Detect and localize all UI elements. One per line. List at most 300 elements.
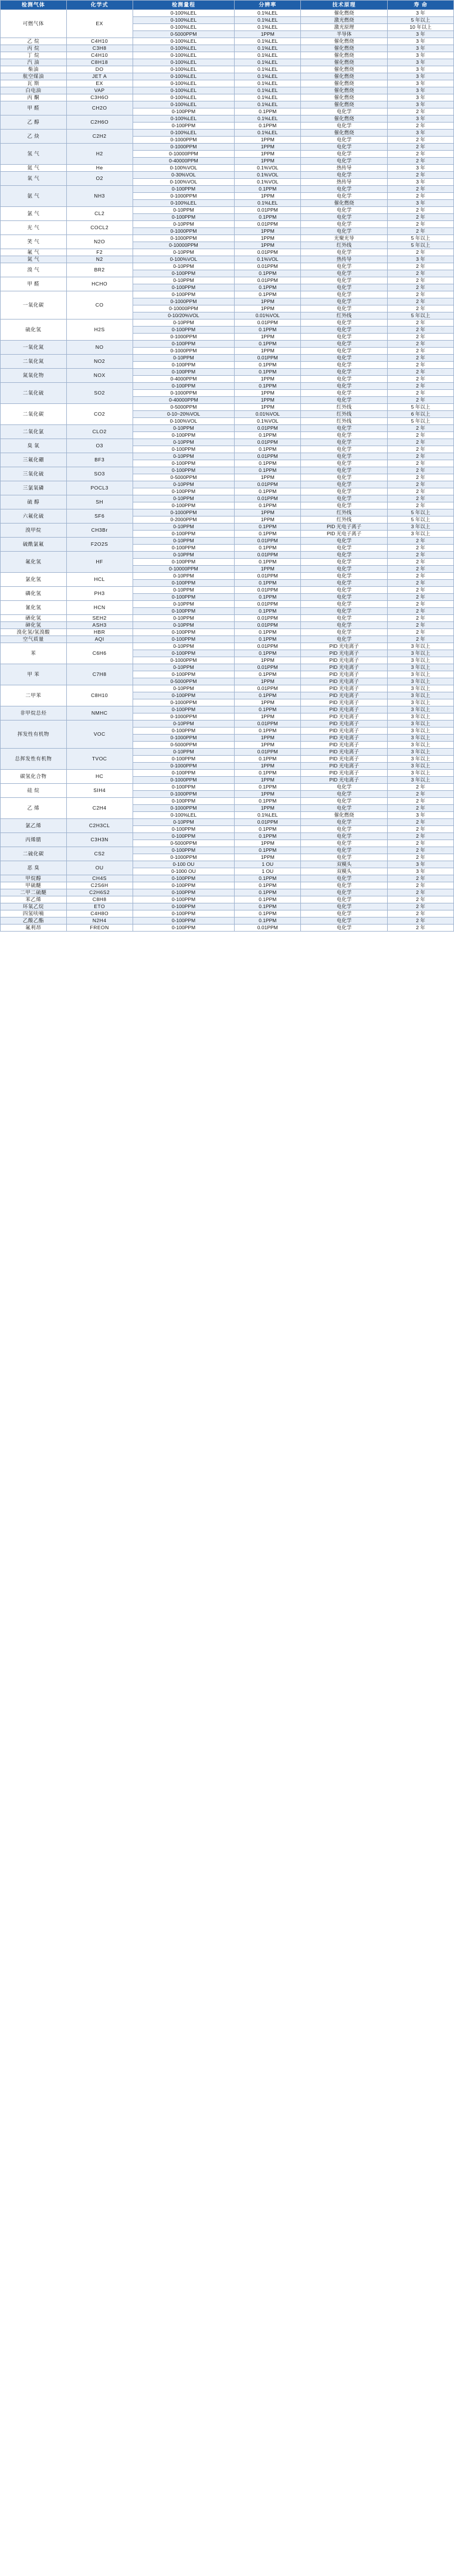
cell-life: 2 年	[388, 144, 454, 151]
cell-technology: 电化学	[301, 826, 388, 833]
cell-life: 2 年	[388, 601, 454, 608]
cell-life: 2 年	[388, 277, 454, 284]
cell-range: 0-100PPM	[133, 327, 235, 334]
cell-formula: BR2	[66, 263, 133, 277]
cell-life: 2 年	[388, 826, 454, 833]
cell-technology: 电化学	[301, 805, 388, 812]
cell-range: 0-100%LEL	[133, 115, 235, 123]
cell-resolution: 0.1PPM	[235, 460, 301, 467]
cell-resolution: 0.1%VOL	[235, 179, 301, 186]
cell-life: 3 年	[388, 52, 454, 59]
table-row	[1, 706, 454, 713]
cell-life: 2 年	[388, 566, 454, 573]
cell-technology: 催化燃烧	[301, 101, 388, 108]
cell-gas-name: 汽 油	[1, 59, 67, 66]
cell-technology: PID 光电子离子	[301, 524, 388, 531]
cell-life: 3 年以上	[388, 678, 454, 685]
cell-life: 2 年	[388, 875, 454, 882]
cell-range: 0-1000PPM	[133, 777, 235, 784]
cell-gas-name: 乙 醇	[1, 115, 67, 130]
cell-life: 2 年	[388, 594, 454, 601]
cell-technology: PID 光电离子	[301, 770, 388, 777]
cell-resolution: 1PPM	[235, 678, 301, 685]
cell-gas-name: 二氧化碳	[1, 404, 67, 425]
cell-resolution: 0.1PPM	[235, 446, 301, 453]
col-header-formula: 化学式	[66, 1, 133, 10]
cell-range: 0-10PPM	[133, 721, 235, 728]
cell-resolution: 0.01PPM	[235, 749, 301, 756]
cell-formula: HF	[66, 552, 133, 573]
cell-resolution: 0.1PPM	[235, 502, 301, 509]
cell-life: 3 年以上	[388, 692, 454, 699]
cell-technology: 电化学	[301, 502, 388, 509]
table-row	[1, 277, 454, 284]
cell-resolution: 0.1%LEL	[235, 52, 301, 59]
cell-formula: ASH3	[66, 622, 133, 629]
cell-resolution: 0.01PPM	[235, 538, 301, 545]
cell-life: 2 年	[388, 334, 454, 341]
cell-life: 2 年	[388, 467, 454, 474]
table-row	[1, 425, 454, 432]
cell-resolution: 0.1%LEL	[235, 80, 301, 87]
cell-life: 3 年以上	[388, 713, 454, 721]
cell-range: 0-1000PPM	[133, 805, 235, 812]
cell-life: 2 年	[388, 355, 454, 362]
cell-range: 0-10PPM	[133, 221, 235, 228]
cell-resolution: 1 OU	[235, 861, 301, 868]
table-row	[1, 875, 454, 882]
cell-technology: 电化学	[301, 636, 388, 643]
cell-gas-name: 硒化氢	[1, 615, 67, 622]
cell-life: 3 年以上	[388, 763, 454, 770]
table-row	[1, 66, 454, 73]
cell-range: 0-1000PPM	[133, 509, 235, 516]
table-row	[1, 130, 454, 137]
cell-technology: 红外线	[301, 418, 388, 425]
cell-range: 0-100PPM	[133, 467, 235, 474]
cell-resolution: 1PPM	[235, 657, 301, 664]
cell-technology: 电化学	[301, 270, 388, 277]
cell-gas-name: 笑 气	[1, 235, 67, 249]
cell-formula: C8H18	[66, 59, 133, 66]
cell-life: 2 年	[388, 186, 454, 193]
cell-range: 0-1000PPM	[133, 334, 235, 341]
cell-life: 3 年	[388, 73, 454, 80]
table-row	[1, 917, 454, 925]
cell-range: 0-100PPM	[133, 784, 235, 791]
cell-resolution: 0.01PPM	[235, 552, 301, 559]
cell-life: 3 年	[388, 59, 454, 66]
table-row	[1, 73, 454, 80]
cell-resolution: 0.1%VOL	[235, 418, 301, 425]
col-header-gas: 检测气体	[1, 1, 67, 10]
cell-technology: 电化学	[301, 291, 388, 298]
cell-life: 2 年	[388, 854, 454, 861]
cell-gas-name: 氯 气	[1, 207, 67, 221]
table-row	[1, 749, 454, 756]
cell-technology: PID 光电离子	[301, 657, 388, 664]
cell-gas-name: 乙酸乙酯	[1, 917, 67, 925]
cell-technology: 激光原理	[301, 24, 388, 31]
cell-gas-name: 丙 酮	[1, 94, 67, 101]
cell-range: 0-100%LEL	[133, 101, 235, 108]
table-row	[1, 115, 454, 123]
cell-resolution: 0.01PPM	[235, 320, 301, 327]
cell-life: 2 年	[388, 538, 454, 545]
cell-technology: 红外线	[301, 411, 388, 418]
cell-range: 0-100%LEL	[133, 24, 235, 31]
table-row	[1, 615, 454, 622]
cell-formula: VOC	[66, 721, 133, 749]
cell-resolution: 0.1PPM	[235, 882, 301, 889]
cell-range: 0-100%LEL	[133, 94, 235, 101]
cell-resolution: 0.1PPM	[235, 889, 301, 896]
cell-technology: 电化学	[301, 221, 388, 228]
cell-formula: HCHO	[66, 277, 133, 291]
cell-technology: 红外线	[301, 404, 388, 411]
cell-life: 2 年	[388, 327, 454, 334]
cell-resolution: 1PPM	[235, 854, 301, 861]
cell-range: 0-10PPM	[133, 622, 235, 629]
cell-technology: 电化学	[301, 819, 388, 826]
cell-resolution: 1PPM	[235, 566, 301, 573]
cell-life: 3 年以上	[388, 756, 454, 763]
cell-resolution: 0.1PPM	[235, 608, 301, 615]
cell-gas-name: 砷化氢	[1, 622, 67, 629]
cell-life: 2 年	[388, 791, 454, 798]
table-row	[1, 524, 454, 531]
table-row	[1, 320, 454, 327]
cell-technology: 电化学	[301, 784, 388, 791]
cell-formula: C8H10	[66, 685, 133, 706]
cell-resolution: 1PPM	[235, 376, 301, 383]
cell-life: 2 年	[388, 320, 454, 327]
cell-resolution: 0.1%VOL	[235, 165, 301, 172]
cell-gas-name: 恶 臭	[1, 861, 67, 875]
table-row	[1, 52, 454, 59]
table-row	[1, 38, 454, 45]
cell-life: 2 年	[388, 172, 454, 179]
cell-gas-name: 氟利昂	[1, 925, 67, 932]
cell-range: 0-100%LEL	[133, 130, 235, 137]
cell-gas-name: 丁 烷	[1, 52, 67, 59]
cell-resolution: 1 OU	[235, 868, 301, 875]
cell-range: 0-10PPM	[133, 481, 235, 488]
table-row	[1, 453, 454, 460]
cell-gas-name: 航空煤油	[1, 73, 67, 80]
cell-range: 0-10PPM	[133, 587, 235, 594]
cell-range: 0-100%VOL	[133, 418, 235, 425]
cell-life: 2 年	[388, 446, 454, 453]
cell-life: 3 年	[388, 868, 454, 875]
cell-resolution: 1PPM	[235, 235, 301, 242]
col-header-resolution: 分辨率	[235, 1, 301, 10]
table-row	[1, 186, 454, 193]
cell-gas-name: 氧 气	[1, 172, 67, 186]
cell-resolution: 0.1PPM	[235, 728, 301, 735]
cell-resolution: 0.1PPM	[235, 214, 301, 221]
cell-resolution: 1PPM	[235, 763, 301, 770]
cell-life: 2 年	[388, 495, 454, 502]
cell-technology: 电化学	[301, 925, 388, 932]
cell-formula: DO	[66, 66, 133, 73]
cell-range: 0-100PPM	[133, 214, 235, 221]
cell-technology: 电化学	[301, 362, 388, 369]
cell-gas-name: 氮氧化物	[1, 369, 67, 383]
cell-range: 0-1000PPM	[133, 713, 235, 721]
cell-formula: CH4S	[66, 875, 133, 882]
cell-gas-name: 氟 气	[1, 249, 67, 256]
cell-technology: 红外线	[301, 516, 388, 524]
cell-formula: C3H6O	[66, 94, 133, 101]
cell-technology: 催化燃烧	[301, 66, 388, 73]
cell-technology: 电化学	[301, 488, 388, 495]
cell-resolution: 0.1PPM	[235, 362, 301, 369]
cell-resolution: 0.01PPM	[235, 221, 301, 228]
cell-range: 0-1000PPM	[133, 791, 235, 798]
cell-formula: TVOC	[66, 749, 133, 770]
cell-resolution: 1PPM	[235, 31, 301, 38]
cell-technology: 电化学	[301, 481, 388, 488]
cell-range: 0-100PPM	[133, 889, 235, 896]
cell-range: 0-10PPM	[133, 355, 235, 362]
cell-resolution: 0.1PPM	[235, 706, 301, 713]
cell-range: 0-40000PPM	[133, 397, 235, 404]
cell-formula: NMHC	[66, 706, 133, 721]
cell-gas-name: 甲 醛	[1, 277, 67, 291]
cell-gas-name: 氨 气	[1, 186, 67, 207]
cell-formula: SH	[66, 495, 133, 509]
cell-range: 0-100PPM	[133, 833, 235, 840]
cell-gas-name: 苯乙烯	[1, 896, 67, 903]
cell-technology: 电化学	[301, 298, 388, 305]
cell-range: 0-30%VOL	[133, 172, 235, 179]
cell-range: 0-100PPM	[133, 847, 235, 854]
cell-life: 2 年	[388, 348, 454, 355]
cell-life: 2 年	[388, 151, 454, 158]
cell-life: 2 年	[388, 291, 454, 298]
cell-life: 2 年	[388, 193, 454, 200]
cell-resolution: 0.1%LEL	[235, 87, 301, 94]
cell-gas-name: 挥发性有机物	[1, 721, 67, 749]
cell-formula: He	[66, 165, 133, 172]
cell-life: 3 年以上	[388, 650, 454, 657]
cell-resolution: 0.1%LEL	[235, 73, 301, 80]
cell-technology: 催化燃烧	[301, 73, 388, 80]
cell-life: 2 年	[388, 298, 454, 305]
cell-life: 2 年	[388, 896, 454, 903]
cell-life: 3 年以上	[388, 728, 454, 735]
table-row	[1, 721, 454, 728]
cell-technology: 电化学	[301, 123, 388, 130]
cell-range: 0-100PPM	[133, 826, 235, 833]
cell-range: 0-10PPM	[133, 207, 235, 214]
cell-technology: 双模头	[301, 868, 388, 875]
cell-gas-name: 四氢呋喃	[1, 910, 67, 917]
cell-life: 2 年	[388, 397, 454, 404]
cell-resolution: 0.1PPM	[235, 545, 301, 552]
table-row	[1, 467, 454, 474]
cell-life: 3 年以上	[388, 777, 454, 784]
cell-formula: C4H10	[66, 52, 133, 59]
cell-range: 0-100PPM	[133, 531, 235, 538]
cell-life: 2 年	[388, 889, 454, 896]
table-header-row	[1, 1, 454, 10]
cell-formula: NO2	[66, 355, 133, 369]
cell-technology: 电化学	[301, 545, 388, 552]
cell-technology: 电化学	[301, 144, 388, 151]
col-header-life: 寿 命	[388, 1, 454, 10]
cell-technology: 热传导	[301, 256, 388, 263]
cell-resolution: 0.01PPM	[235, 249, 301, 256]
cell-range: 0-5000PPM	[133, 678, 235, 685]
cell-resolution: 0.01PPM	[235, 425, 301, 432]
cell-range: 0-100PPM	[133, 460, 235, 467]
cell-formula: ETO	[66, 903, 133, 910]
cell-range: 0-100PPM	[133, 291, 235, 298]
cell-technology: 电化学	[301, 108, 388, 115]
cell-life: 2 年	[388, 587, 454, 594]
cell-range: 0-100PPM	[133, 875, 235, 882]
cell-formula: SO2	[66, 383, 133, 404]
cell-range: 0-10PPM	[133, 453, 235, 460]
cell-life: 2 年	[388, 390, 454, 397]
cell-resolution: 0.01PPM	[235, 439, 301, 446]
cell-resolution: 0.1PPM	[235, 756, 301, 763]
cell-life: 2 年	[388, 798, 454, 805]
cell-resolution: 0.1PPM	[235, 580, 301, 587]
cell-life: 2 年	[388, 383, 454, 390]
table-row	[1, 601, 454, 608]
cell-range: 0-5000PPM	[133, 840, 235, 847]
cell-resolution: 0.01PPM	[235, 453, 301, 460]
cell-life: 10 年以上	[388, 24, 454, 31]
cell-range: 0-100PPM	[133, 925, 235, 932]
cell-range: 0-100PPM	[133, 770, 235, 777]
cell-technology: 电化学	[301, 587, 388, 594]
cell-range: 0-1000PPM	[133, 193, 235, 200]
cell-resolution: 0.1PPM	[235, 875, 301, 882]
cell-range: 0-100PPM	[133, 488, 235, 495]
cell-gas-name: 一氧化碳	[1, 291, 67, 320]
cell-technology: PID 光电离子	[301, 643, 388, 650]
cell-gas-name: 氯化氢	[1, 573, 67, 587]
cell-gas-name: 二甲二硫醚	[1, 889, 67, 896]
cell-gas-name: 二氧化硫	[1, 383, 67, 404]
cell-gas-name: 丙 烷	[1, 45, 67, 52]
cell-range: 0-10PPM	[133, 615, 235, 622]
cell-range: 0-100 OU	[133, 861, 235, 868]
cell-technology: 电化学	[301, 559, 388, 566]
cell-range: 0-100%LEL	[133, 59, 235, 66]
cell-life: 3 年	[388, 165, 454, 172]
cell-gas-name: 白电油	[1, 87, 67, 94]
table-row	[1, 629, 454, 636]
cell-life: 2 年	[388, 573, 454, 580]
cell-life: 3 年以上	[388, 685, 454, 692]
cell-range: 0-10000PPM	[133, 566, 235, 573]
cell-technology: 红外线	[301, 312, 388, 320]
cell-range: 0-1000PPM	[133, 137, 235, 144]
cell-resolution: 0.1%LEL	[235, 59, 301, 66]
cell-resolution: 0.1%LEL	[235, 10, 301, 17]
cell-life: 3 年	[388, 31, 454, 38]
cell-formula: CO2	[66, 404, 133, 425]
cell-resolution: 1PPM	[235, 735, 301, 742]
cell-range: 0-100PPM	[133, 123, 235, 130]
cell-range: 0-100PPM	[133, 706, 235, 713]
cell-resolution: 0.1%LEL	[235, 200, 301, 207]
cell-resolution: 0.01PPM	[235, 207, 301, 214]
cell-life: 3 年以上	[388, 671, 454, 678]
cell-formula: SF6	[66, 509, 133, 524]
cell-life: 3 年以上	[388, 735, 454, 742]
cell-resolution: 0.1PPM	[235, 917, 301, 925]
cell-technology: 电化学	[301, 327, 388, 334]
cell-formula: CL2	[66, 207, 133, 221]
cell-life: 3 年	[388, 861, 454, 868]
cell-resolution: 1PPM	[235, 713, 301, 721]
cell-technology: 电化学	[301, 397, 388, 404]
cell-resolution: 0.1PPM	[235, 284, 301, 291]
cell-technology: PID 光电离子	[301, 685, 388, 692]
cell-gas-name: 臭 氧	[1, 439, 67, 453]
cell-range: 0-5000PPM	[133, 742, 235, 749]
cell-formula: N2	[66, 256, 133, 263]
cell-technology: 电化学	[301, 348, 388, 355]
table-row	[1, 249, 454, 256]
cell-life: 2 年	[388, 263, 454, 270]
cell-technology: 电化学	[301, 889, 388, 896]
cell-gas-name: 硫酰氯氟	[1, 538, 67, 552]
cell-technology: 电化学	[301, 207, 388, 214]
cell-resolution: 0.01PPM	[235, 495, 301, 502]
cell-range: 0-100PPM	[133, 502, 235, 509]
cell-life: 3 年	[388, 80, 454, 87]
cell-resolution: 0.01PPM	[235, 685, 301, 692]
table-row	[1, 495, 454, 502]
cell-resolution: 1PPM	[235, 509, 301, 516]
table-row	[1, 925, 454, 932]
cell-life: 2 年	[388, 158, 454, 165]
cell-gas-name: 光 气	[1, 221, 67, 235]
cell-resolution: 1PPM	[235, 699, 301, 706]
col-header-range: 检测量程	[133, 1, 235, 10]
table-row	[1, 10, 454, 17]
cell-gas-name: 甲 苯	[1, 664, 67, 685]
cell-formula: AQI	[66, 636, 133, 643]
cell-range: 0-100PPM	[133, 728, 235, 735]
cell-gas-name: 二氧化氯	[1, 425, 67, 439]
cell-life: 3 年以上	[388, 721, 454, 728]
cell-gas-name: 氢 气	[1, 144, 67, 165]
cell-life: 2 年	[388, 439, 454, 446]
cell-resolution: 0.1PPM	[235, 692, 301, 699]
cell-technology: 催化燃烧	[301, 812, 388, 819]
cell-formula: O3	[66, 439, 133, 453]
cell-technology: 电化学	[301, 538, 388, 545]
cell-life: 2 年	[388, 108, 454, 115]
table-row	[1, 903, 454, 910]
cell-technology: PID 光电离子	[301, 728, 388, 735]
cell-technology: PID 光电离子	[301, 671, 388, 678]
cell-gas-name: 氟化氢	[1, 552, 67, 573]
cell-technology: 电化学	[301, 594, 388, 601]
cell-range: 0-100PPM	[133, 629, 235, 636]
cell-range: 0-100PPM	[133, 882, 235, 889]
cell-life: 2 年	[388, 903, 454, 910]
cell-resolution: 0.1PPM	[235, 629, 301, 636]
